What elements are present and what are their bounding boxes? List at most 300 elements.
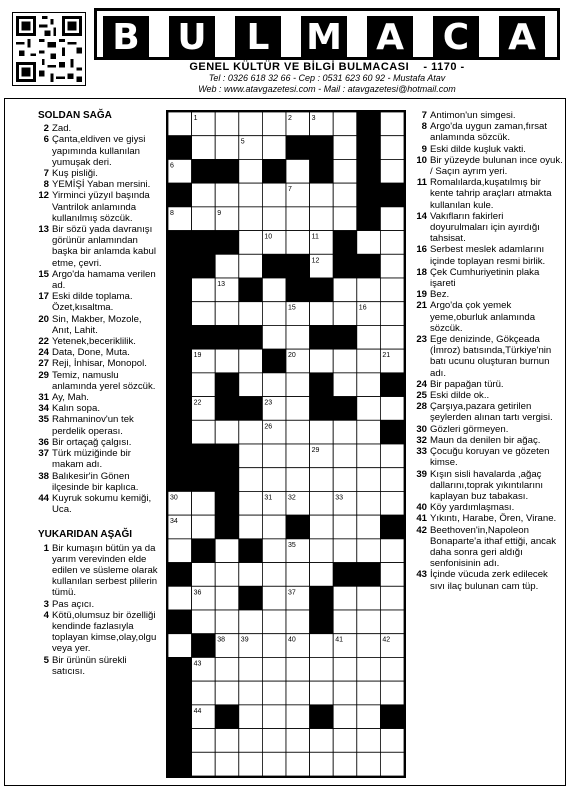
clue-number: 8 <box>421 121 427 133</box>
grid-cell[interactable] <box>215 136 239 160</box>
grid-cell[interactable] <box>168 112 192 136</box>
grid-block <box>357 183 381 207</box>
grid-block <box>310 373 334 397</box>
grid-cell[interactable] <box>380 159 404 183</box>
grid-cell[interactable] <box>310 491 334 515</box>
grid-cell[interactable] <box>262 681 286 705</box>
grid-cell[interactable] <box>333 136 357 160</box>
grid-cell[interactable] <box>380 444 404 468</box>
clue-text: Balıkesir'in Gönen ilçesinde bir kaplıca. <box>52 470 139 493</box>
clue-text: Maun da denilen bir ağaç. <box>430 434 541 446</box>
grid-cell[interactable] <box>310 539 334 563</box>
grid-cell[interactable] <box>357 657 381 681</box>
crossword-grid <box>166 110 406 778</box>
grid-cell[interactable] <box>286 681 310 705</box>
grid-cell[interactable] <box>239 302 263 326</box>
subtitle-text: GENEL KÜLTÜR VE BİLGİ BULMACASI <box>189 61 410 73</box>
grid-cell[interactable] <box>333 681 357 705</box>
clue-item <box>414 379 564 390</box>
grid-cell[interactable] <box>192 729 216 753</box>
cell-number: 5 <box>240 138 245 146</box>
grid-cell[interactable] <box>239 610 263 634</box>
grid-block <box>168 136 192 160</box>
cell-number: 10 <box>264 233 273 241</box>
cell-number: 12 <box>311 257 320 265</box>
clue-item <box>36 347 162 358</box>
grid-block <box>192 468 216 492</box>
grid-cell[interactable] <box>310 563 334 587</box>
clue-item <box>36 493 162 515</box>
grid-cell[interactable] <box>262 112 286 136</box>
grid-cell[interactable] <box>333 159 357 183</box>
grid-cell[interactable] <box>357 231 381 255</box>
grid-block <box>192 444 216 468</box>
grid-cell[interactable] <box>357 373 381 397</box>
cell-number: 9 <box>217 209 222 217</box>
grid-cell[interactable] <box>357 397 381 421</box>
grid-cell[interactable] <box>286 373 310 397</box>
cell-number: 37 <box>288 589 296 597</box>
grid-block <box>262 349 286 373</box>
grid-block <box>239 586 263 610</box>
grid-cell[interactable] <box>239 420 263 444</box>
clue-text: Köy yardımlaşması. <box>430 502 515 514</box>
grid-cell[interactable] <box>215 729 239 753</box>
cell-number: 23 <box>264 399 273 407</box>
grid-cell[interactable] <box>333 207 357 231</box>
grid-cell[interactable] <box>310 515 334 539</box>
grid-cell[interactable] <box>215 539 239 563</box>
clue-number: 35 <box>38 414 49 426</box>
clue-number: 18 <box>416 266 427 278</box>
grid-block <box>192 325 216 349</box>
grid-cell[interactable] <box>239 705 263 729</box>
grid-cell[interactable] <box>168 634 192 658</box>
grid-cell[interactable] <box>239 681 263 705</box>
grid-cell[interactable] <box>215 657 239 681</box>
grid-cell[interactable] <box>262 634 286 658</box>
grid-cell[interactable] <box>333 586 357 610</box>
grid-cell[interactable] <box>380 539 404 563</box>
grid-block <box>333 254 357 278</box>
grid-cell[interactable] <box>380 610 404 634</box>
clue-text: Bir yüzeyde bulunan ince oyuk. / Saçın ayrım yeri. <box>430 154 563 178</box>
grid-cell[interactable] <box>380 278 404 302</box>
grid-block <box>286 515 310 539</box>
grid-block <box>168 183 192 207</box>
grid-cell[interactable] <box>215 681 239 705</box>
grid-block <box>310 136 334 160</box>
grid-cell[interactable] <box>262 515 286 539</box>
grid-cell[interactable] <box>192 207 216 231</box>
clue-number: 14 <box>416 210 427 222</box>
clue-text: Sin, Makber, Mozole, Anıt, Lahit. <box>52 313 142 336</box>
grid-cell[interactable] <box>192 420 216 444</box>
grid-cell[interactable] <box>192 278 216 302</box>
grid-block <box>310 705 334 729</box>
clue-number: 37 <box>38 448 49 460</box>
grid-cell[interactable] <box>310 420 334 444</box>
grid-block <box>168 420 192 444</box>
clue-number: 1 <box>43 542 49 554</box>
grid-svg <box>168 112 404 776</box>
grid-cell[interactable] <box>286 159 310 183</box>
grid-cell[interactable] <box>192 491 216 515</box>
grid-cell[interactable] <box>262 752 286 776</box>
grid-cell[interactable] <box>239 231 263 255</box>
grid-block <box>380 515 404 539</box>
grid-cell[interactable] <box>333 705 357 729</box>
grid-cell[interactable] <box>215 112 239 136</box>
clue-item <box>36 358 162 369</box>
grid-cell[interactable] <box>380 586 404 610</box>
grid-cell[interactable] <box>286 325 310 349</box>
grid-cell[interactable] <box>333 420 357 444</box>
grid-cell[interactable] <box>215 183 239 207</box>
clue-text: Yetenek,beceriklilik. <box>52 336 136 348</box>
clue-item <box>36 134 162 168</box>
grid-cell[interactable] <box>357 539 381 563</box>
clue-item <box>36 414 162 436</box>
grid-cell[interactable] <box>357 468 381 492</box>
clue-item <box>36 392 162 403</box>
grid-cell[interactable] <box>239 207 263 231</box>
grid-cell[interactable] <box>357 634 381 658</box>
clue-text: Çanta,eldiven ve giysi yapımında kullanılan yumuşak deri. <box>52 134 146 168</box>
grid-cell[interactable] <box>380 729 404 753</box>
grid-cell[interactable] <box>357 729 381 753</box>
grid-cell[interactable] <box>333 302 357 326</box>
grid-cell[interactable] <box>380 231 404 255</box>
clue-text: İçinde vücuda zerk edilecek sıvı ilaç bulunan cam tüp. <box>430 569 548 592</box>
clue-number: 9 <box>421 143 427 155</box>
grid-cell[interactable] <box>215 610 239 634</box>
clue-text: Bir kumaşın bütün ya da yarım verevinden elde edilen ve süsleme olarak kullanılan serbest plilerin tümü. <box>52 542 158 599</box>
grid-cell[interactable] <box>286 610 310 634</box>
grid-cell[interactable] <box>380 112 404 136</box>
grid-block <box>215 468 239 492</box>
grid-cell[interactable] <box>192 373 216 397</box>
grid-cell[interactable] <box>286 444 310 468</box>
cell-number: 39 <box>240 636 249 644</box>
grid-cell[interactable] <box>215 563 239 587</box>
clue-item <box>36 291 162 313</box>
clue-number: 25 <box>416 390 427 402</box>
grid-block <box>286 254 310 278</box>
clue-number: 28 <box>416 401 427 413</box>
grid-cell[interactable] <box>286 563 310 587</box>
clue-item <box>414 569 564 591</box>
grid-cell[interactable] <box>286 705 310 729</box>
clue-text: Türk müziğinde bir makam adı. <box>52 448 131 471</box>
grid-cell[interactable] <box>357 681 381 705</box>
grid-cell[interactable] <box>286 468 310 492</box>
grid-cell[interactable] <box>310 302 334 326</box>
grid-cell[interactable] <box>239 159 263 183</box>
grid-cell[interactable] <box>333 349 357 373</box>
grid-cell[interactable] <box>262 373 286 397</box>
clue-number: 8 <box>43 179 49 191</box>
grid-cell[interactable] <box>380 254 404 278</box>
clue-text: Zad. <box>52 123 72 135</box>
grid-block <box>192 159 216 183</box>
clue-item <box>414 211 564 245</box>
grid-cell[interactable] <box>239 729 263 753</box>
grid-cell[interactable] <box>286 420 310 444</box>
grid-cell[interactable] <box>262 207 286 231</box>
grid-block <box>215 515 239 539</box>
grid-cell[interactable] <box>168 539 192 563</box>
clue-number: 13 <box>38 224 49 236</box>
grid-cell[interactable] <box>262 278 286 302</box>
grid-cell[interactable] <box>262 136 286 160</box>
grid-cell[interactable] <box>333 183 357 207</box>
clue-text: Kuş pisliği. <box>52 168 98 180</box>
grid-cell[interactable] <box>380 752 404 776</box>
grid-cell[interactable] <box>262 563 286 587</box>
clue-number: 41 <box>416 513 427 525</box>
cell-number: 19 <box>193 352 202 360</box>
grid-cell[interactable] <box>310 183 334 207</box>
clue-item <box>414 177 564 211</box>
grid-cell[interactable] <box>333 278 357 302</box>
cell-number: 21 <box>382 352 391 360</box>
clue-text: Bir sözü yada davranışı görünür anlamından başka bir anlamda kabul etme, çevri. <box>52 224 156 269</box>
grid-cell[interactable] <box>168 586 192 610</box>
grid-cell[interactable] <box>239 468 263 492</box>
title-letter: U <box>169 16 215 58</box>
grid-cell[interactable] <box>333 610 357 634</box>
grid-cell[interactable] <box>239 183 263 207</box>
grid-cell[interactable] <box>310 681 334 705</box>
grid-cell[interactable] <box>357 444 381 468</box>
grid-cell[interactable] <box>215 752 239 776</box>
grid-block <box>333 563 357 587</box>
grid-cell[interactable] <box>380 302 404 326</box>
grid-cell[interactable] <box>310 752 334 776</box>
clue-text: Argo'da uygun zaman,fırsat anlamında sözcük. <box>430 121 548 144</box>
cell-number: 7 <box>288 186 292 194</box>
subtitle <box>94 61 560 73</box>
clue-item <box>36 448 162 470</box>
grid-cell[interactable] <box>333 373 357 397</box>
clue-text: Ay, Mah. <box>52 392 89 404</box>
grid-cell[interactable] <box>380 491 404 515</box>
cell-number: 24 <box>311 399 320 407</box>
grid-cell[interactable] <box>310 207 334 231</box>
grid-cell[interactable] <box>262 729 286 753</box>
grid-cell[interactable] <box>286 207 310 231</box>
grid-cell[interactable] <box>357 325 381 349</box>
clue-text: Gözleri görmeyen. <box>430 423 509 435</box>
grid-cell[interactable] <box>239 349 263 373</box>
grid-cell[interactable] <box>239 254 263 278</box>
clue-number: 33 <box>416 446 427 458</box>
grid-cell[interactable] <box>239 491 263 515</box>
grid-cell[interactable] <box>262 610 286 634</box>
clue-item <box>36 403 162 414</box>
grid-block <box>380 705 404 729</box>
cell-number: 36 <box>193 589 202 597</box>
grid-cell[interactable] <box>262 468 286 492</box>
grid-cell[interactable] <box>380 325 404 349</box>
grid-cell[interactable] <box>192 610 216 634</box>
clue-number: 4 <box>43 609 49 621</box>
grid-cell[interactable] <box>215 302 239 326</box>
issue-number: - 1170 - <box>423 61 465 73</box>
clue-item <box>414 469 564 503</box>
clue-text: Rahmaninov'un tek perdelik operası. <box>52 414 134 437</box>
down-heading: YUKARIDAN AŞAĞI <box>38 529 133 541</box>
grid-cell[interactable] <box>380 207 404 231</box>
grid-cell[interactable] <box>380 136 404 160</box>
grid-block <box>310 278 334 302</box>
grid-cell[interactable] <box>239 112 263 136</box>
clue-number: 11 <box>416 177 427 189</box>
grid-cell[interactable] <box>286 729 310 753</box>
grid-cell[interactable] <box>192 752 216 776</box>
grid-cell[interactable] <box>239 563 263 587</box>
grid-cell[interactable] <box>357 349 381 373</box>
grid-cell[interactable] <box>357 586 381 610</box>
grid-cell[interactable] <box>310 468 334 492</box>
grid-cell[interactable] <box>333 112 357 136</box>
cell-number: 26 <box>264 423 273 431</box>
clue-item <box>414 334 564 379</box>
clue-item <box>36 370 162 392</box>
clue-item <box>414 525 564 570</box>
grid-block <box>357 159 381 183</box>
grid-block <box>357 136 381 160</box>
cell-number: 29 <box>311 447 320 454</box>
clue-text: Pas açıcı. <box>52 598 95 610</box>
grid-cell[interactable] <box>192 515 216 539</box>
grid-cell[interactable] <box>380 681 404 705</box>
grid-cell[interactable] <box>262 657 286 681</box>
grid-block <box>239 397 263 421</box>
clue-number: 31 <box>38 392 49 404</box>
grid-cell[interactable] <box>380 657 404 681</box>
grid-cell[interactable] <box>239 373 263 397</box>
cell-number: 34 <box>170 518 178 526</box>
grid-cell[interactable] <box>333 468 357 492</box>
grid-block <box>168 325 192 349</box>
cell-number: 43 <box>193 660 202 668</box>
clue-item <box>36 269 162 291</box>
clue-text: Bir papağan türü. <box>430 378 504 390</box>
clues-right-column <box>414 110 564 592</box>
clue-text: Bez. <box>430 289 450 301</box>
clue-number: 27 <box>38 358 49 370</box>
cell-number: 3 <box>311 115 316 122</box>
grid-cell[interactable] <box>262 586 286 610</box>
grid-cell[interactable] <box>310 634 334 658</box>
grid-cell[interactable] <box>192 302 216 326</box>
grid-cell[interactable] <box>357 278 381 302</box>
grid-cell[interactable] <box>215 586 239 610</box>
cell-number: 16 <box>358 304 367 312</box>
grid-block <box>310 610 334 634</box>
grid-cell[interactable] <box>310 349 334 373</box>
grid-cell[interactable] <box>192 563 216 587</box>
grid-cell[interactable] <box>286 231 310 255</box>
grid-cell[interactable] <box>357 515 381 539</box>
grid-cell[interactable] <box>357 420 381 444</box>
clue-number: 10 <box>416 154 427 166</box>
grid-cell[interactable] <box>357 752 381 776</box>
page-header <box>0 0 570 96</box>
grid-cell[interactable] <box>357 610 381 634</box>
grid-cell[interactable] <box>192 183 216 207</box>
title-letter: B <box>103 16 149 58</box>
grid-cell[interactable] <box>215 349 239 373</box>
grid-cell[interactable] <box>262 325 286 349</box>
grid-cell[interactable] <box>239 444 263 468</box>
grid-cell[interactable] <box>239 515 263 539</box>
clue-item <box>414 110 564 121</box>
grid-block <box>215 159 239 183</box>
cell-number: 35 <box>288 541 296 549</box>
grid-cell[interactable] <box>239 657 263 681</box>
clue-number: 17 <box>38 291 49 303</box>
cell-number: 2 <box>288 115 292 122</box>
clue-number: 30 <box>416 423 427 435</box>
clue-item <box>36 543 162 599</box>
grid-cell[interactable] <box>333 657 357 681</box>
clue-text: Ege denizinde, Gökçeada (İmroz) batısında,Türkiye'nin batı ucunu oluşturan burnun adı. <box>430 334 552 379</box>
grid-cell[interactable] <box>286 657 310 681</box>
grid-cell[interactable] <box>380 563 404 587</box>
grid-cell[interactable] <box>310 657 334 681</box>
grid-cell[interactable] <box>192 136 216 160</box>
clue-text: Eski dilde kuşluk vakti. <box>430 143 526 155</box>
grid-cell[interactable] <box>215 420 239 444</box>
clue-item <box>36 655 162 677</box>
grid-cell[interactable] <box>333 515 357 539</box>
grid-block <box>310 159 334 183</box>
grid-cell[interactable] <box>262 705 286 729</box>
clue-number: 2 <box>43 123 49 135</box>
cell-number: 25 <box>335 399 343 407</box>
grid-cell[interactable] <box>262 539 286 563</box>
grid-cell[interactable] <box>333 752 357 776</box>
grid-cell[interactable] <box>310 729 334 753</box>
cell-number: 27 <box>170 447 178 454</box>
grid-cell[interactable] <box>357 491 381 515</box>
grid-cell[interactable] <box>286 752 310 776</box>
grid-cell[interactable] <box>357 705 381 729</box>
grid-cell[interactable] <box>333 444 357 468</box>
grid-cell[interactable] <box>262 183 286 207</box>
grid-cell[interactable] <box>262 302 286 326</box>
grid-cell[interactable] <box>333 729 357 753</box>
grid-cell[interactable] <box>380 468 404 492</box>
cell-number: 31 <box>264 494 273 502</box>
grid-cell[interactable] <box>239 752 263 776</box>
clue-item <box>36 224 162 269</box>
grid-cell[interactable] <box>333 539 357 563</box>
grid-cell[interactable] <box>192 681 216 705</box>
title-letter: A <box>367 16 413 58</box>
grid-cell[interactable] <box>286 397 310 421</box>
grid-block <box>168 681 192 705</box>
grid-cell[interactable] <box>215 254 239 278</box>
clue-text: Argo'da çok yemek yeme,oburluk anlamında sözcük. <box>430 300 536 334</box>
contact-web: Web : www.atavgazetesi.com - Mail : atavgazetesi@hotmail.com <box>198 84 456 94</box>
grid-cell[interactable] <box>262 444 286 468</box>
clue-number: 22 <box>38 336 49 348</box>
grid-cell[interactable] <box>380 397 404 421</box>
